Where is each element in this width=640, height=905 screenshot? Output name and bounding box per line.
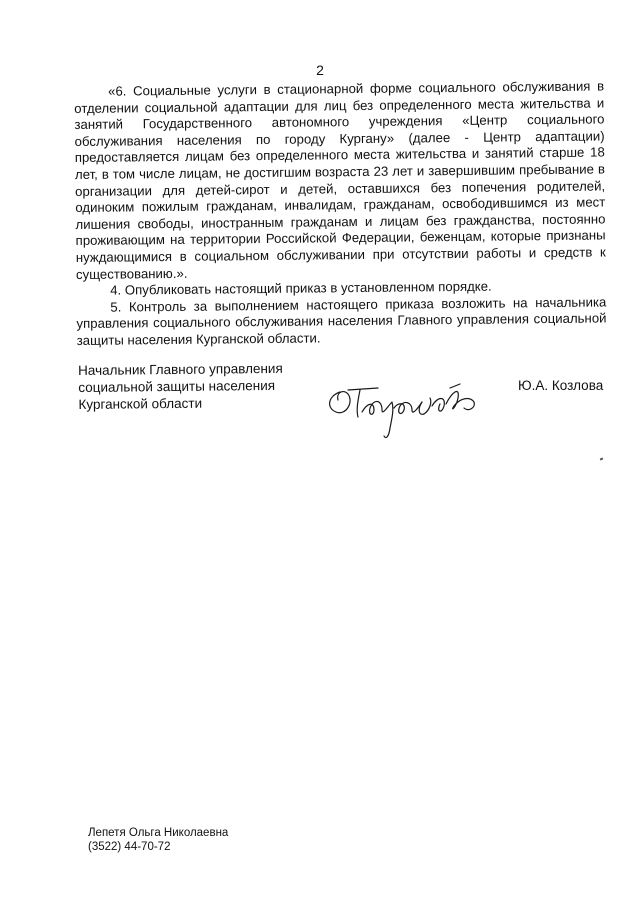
contact-block — [88, 826, 228, 854]
signer-name: Ю.А. Козлова — [518, 378, 604, 393]
page-number: 2 — [316, 62, 324, 78]
signatory-position-line: социальной защиты населения — [78, 377, 276, 395]
scan-speck — [600, 458, 604, 461]
paragraph-item-5: 5. Контроль за выполнением настоящего приказа возложить на начальника управления социального обслуживания населения Главного управления социальной защиты населения Курганской области. — [76, 294, 607, 348]
signatory-position — [78, 360, 283, 413]
paragraph-item-4: 4. Опубликовать настоящий приказ в установленном порядке. — [110, 278, 492, 298]
contact-name: Лепетя Ольга Николаевна — [88, 827, 229, 839]
document-body — [74, 78, 607, 349]
handwritten-signature-icon — [318, 362, 498, 452]
paragraph-item-6: «6. Социальные услуги в стационарной форме социального обслуживания в отделении социальной адаптации для лиц без определенного места жительства и занятий Государственного автономного учреждения «Центр социального обслуживания населения по городу Кургану» (далее - Центр адаптации) предоставляется лицам без определенного места жительства и занятий старше 18 лет, в том числе лицам, не достигшим возраста 23 лет и завершившим пребывание в организации для детей-сирот и детей, оставшихся без попечения родителей, одиноким пожилым гражданам, инвалидам, гражданам, освободившимся из мест лишения свободы, иностранным гражданам и лицам без гражданства, постоянно проживающим на территории Российской Федерации, беженцам, которые признаны нуждающимися в социальном обслуживании при отсутствии работы и средств к существованию.». — [74, 78, 606, 282]
signatory-position-line: Курганской области — [78, 395, 203, 412]
signatory-position-line: Начальник Главного управления — [78, 360, 283, 378]
contact-phone: (3522) 44-70-72 — [88, 841, 171, 853]
